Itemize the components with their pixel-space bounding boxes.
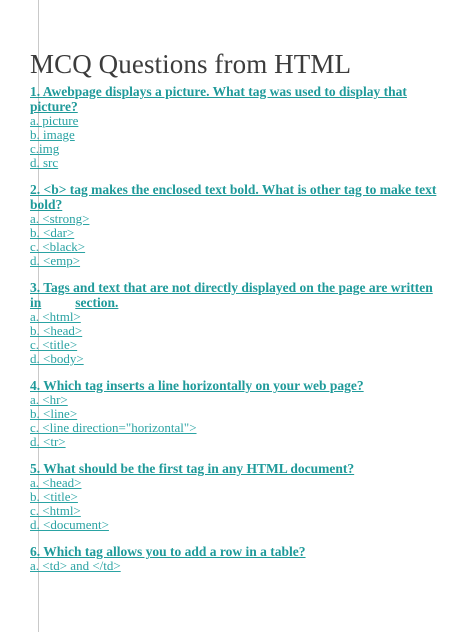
option-d[interactable]: d. src xyxy=(30,155,59,170)
question-text[interactable]: 1. Awebpage displays a picture. What tag was used to display that picture? xyxy=(30,84,407,114)
question-2 xyxy=(30,182,444,268)
option-c[interactable]: c. <line direction="horizontal"> xyxy=(30,420,197,435)
option-c[interactable]: c.img xyxy=(30,141,60,156)
option-c[interactable]: c. <title> xyxy=(30,337,78,352)
option-c[interactable]: c. <html> xyxy=(30,503,81,518)
option-a[interactable]: a. <td> and </td> xyxy=(30,558,121,573)
question-4 xyxy=(30,378,444,449)
question-text[interactable] xyxy=(30,280,444,310)
question-6 xyxy=(30,544,444,573)
option-b[interactable]: b. <line> xyxy=(30,406,78,421)
option-c[interactable]: c. <black> xyxy=(30,239,86,254)
option-b[interactable]: b. <head> xyxy=(30,323,83,338)
question-text[interactable]: 5. What should be the first tag in any HTML document? xyxy=(30,461,355,476)
option-d[interactable]: d. <emp> xyxy=(30,253,81,268)
option-a[interactable]: a. <head> xyxy=(30,475,82,490)
option-d[interactable]: d. <document> xyxy=(30,517,109,532)
question-text[interactable]: 2. <b> tag makes the enclosed text bold. What is other tag to make text bold? xyxy=(30,182,437,212)
question-text[interactable]: 6. Which tag allows you to add a row in a table? xyxy=(30,544,306,559)
option-a[interactable]: a. picture xyxy=(30,113,79,128)
question-5 xyxy=(30,461,444,532)
question-1 xyxy=(30,84,444,170)
document-page xyxy=(30,48,444,585)
option-b[interactable]: b. <title> xyxy=(30,489,78,504)
option-b[interactable]: b. image xyxy=(30,127,75,142)
page-title: MCQ Questions from HTML xyxy=(30,49,352,79)
question-3 xyxy=(30,280,444,366)
option-a[interactable]: a. <strong> xyxy=(30,211,90,226)
option-d[interactable]: d. <body> xyxy=(30,351,84,366)
question-text-part-1: 3. Tags and text that are not directly displayed on the page are written in xyxy=(30,280,433,310)
question-text-part-2: section. xyxy=(75,295,119,310)
option-d[interactable]: d. <tr> xyxy=(30,434,66,449)
option-a[interactable]: a. <hr> xyxy=(30,392,68,407)
question-text[interactable]: 4. Which tag inserts a line horizontally on your web page? xyxy=(30,378,364,393)
option-a[interactable]: a. <html> xyxy=(30,309,81,324)
option-b[interactable]: b. <dar> xyxy=(30,225,75,240)
